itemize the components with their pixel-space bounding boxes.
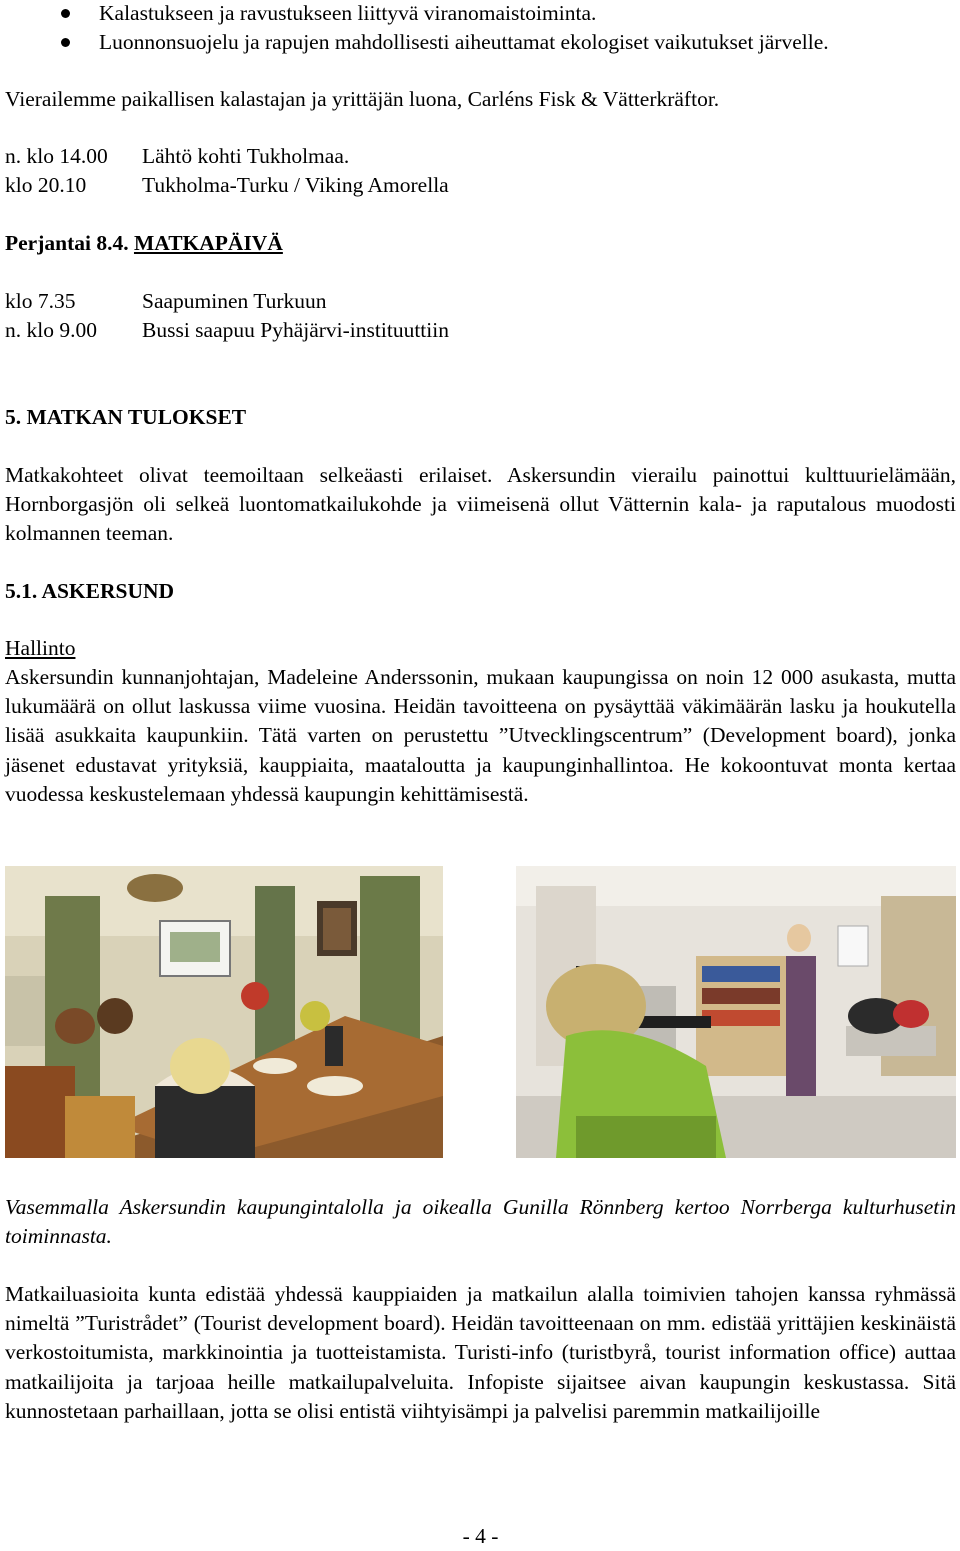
subsection-heading: 5.1. ASKERSUND (5, 579, 175, 603)
page-number: - 4 - (462, 1524, 499, 1548)
schedule-thursday (5, 142, 956, 200)
schedule-desc: Saapuminen Turkuun (142, 289, 327, 313)
photo-town-hall-meeting (5, 866, 443, 1158)
schedule-desc: Lähtö kohti Tukholmaa. (142, 144, 350, 168)
results-paragraph: Matkakohteet olivat teemoiltaan selkeäasti erilaiset. Askersundin vierailu painottui kulttuurielämään, Hornborgasjön oli selkeä luontomatkailukohde ja viimeisenä ollut Vätternin kala- ja raputalous muodosti kolmannen teeman. (5, 463, 956, 546)
hallinto-heading: Hallinto (5, 636, 76, 660)
schedule-desc: Bussi saapuu Pyhäjärvi-instituuttiin (142, 318, 449, 343)
schedule-friday (5, 287, 956, 345)
schedule-row (5, 287, 956, 316)
friday-title: MATKAPÄIVÄ (133, 231, 283, 255)
hallinto-paragraph: Askersundin kunnanjohtajan, Madeleine Anderssonin, mukaan kaupungissa on noin 12 000 asukasta, mutta lukumäärä on ollut laskussa viime vuosina. Heidän tavoitteena on pysäyttää väkimäärän lasku ja houkutella lisää asukkaita kaupunkiin. Tätä varten on perustettu ”Utvecklingscentrum” (Development board), jonka jäsenet edustavat yrityksiä, kauppiaita, maataloutta ja kaupunginhallintoa. He kokoontuvat monta kertaa vuodessa keskustelemaan yhdessä kaupungin kehittämisestä. (5, 665, 956, 806)
schedule-row (5, 142, 956, 171)
schedule-time: n. klo 14.00 (5, 144, 108, 168)
friday-day: Perjantai 8.4. (5, 231, 129, 255)
bullet-item: Luonnonsuojelu ja rapujen mahdollisesti aiheuttamat ekologiset vaikutukset järvelle. (5, 28, 956, 57)
photo-norrberga-presentation (516, 866, 956, 1158)
schedule-row (5, 316, 956, 345)
schedule-time: klo 20.10 (5, 173, 87, 198)
schedule-row (5, 171, 956, 200)
bullet-item: Kalastukseen ja ravustukseen liittyvä viranomaistoiminta. (5, 0, 956, 28)
visit-text: Vierailemme paikallisen kalastajan ja yrittäjän luona, Carléns Fisk & Vätterkräftor. (5, 87, 720, 111)
bullet-list (5, 0, 956, 57)
photo-caption: Vasemmalla Askersundin kaupungintalolla ja oikealla Gunilla Rönnberg kertoo Norrberga kulturhusetin toiminnasta. (5, 1195, 956, 1249)
section-heading: 5. MATKAN TULOKSET (5, 405, 247, 429)
schedule-desc: Tukholma-Turku / Viking Amorella (142, 173, 449, 198)
schedule-time: klo 7.35 (5, 289, 76, 313)
tourism-paragraph: Matkailuasioita kunta edistää yhdessä kauppiaiden ja matkailun alalla toimivien tahojen kanssa ryhmässä nimeltä ”Turistrådet” (Tourist development board). Heidän tavoitteenaan on mm. edistää yrittäjien keskinäistä verkostoitumista, markkinointia ja tuotteistamista. Turisti-info (turistbyrå, tourist information office) auttaa matkailijoita ja tarjoaa heille matkailupalveluita. Infopiste sijaitsee aivan kaupungin keskustassa. Sitä kunnostetaan parhaillaan, jotta se olisi entistä viihtyisämpi ja palvelisi paremmin matkailijoille (5, 1282, 956, 1423)
friday-heading (5, 229, 956, 258)
schedule-time: n. klo 9.00 (5, 318, 97, 343)
